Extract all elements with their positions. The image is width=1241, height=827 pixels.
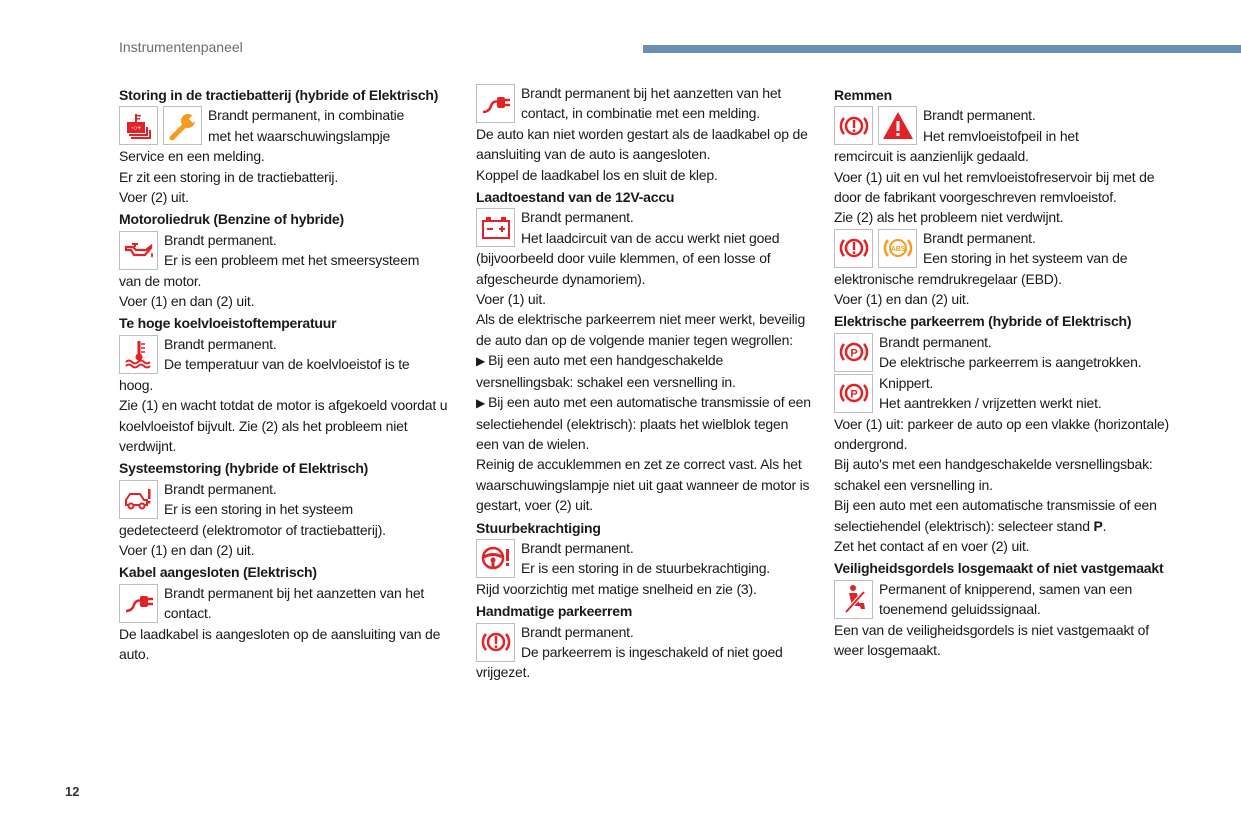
paragraph-text: hoog. [119,376,154,393]
warning-light-row [476,622,812,663]
wrench-icon [163,106,202,145]
paragraph [119,395,455,456]
description-line: Brandt permanent. [923,229,1036,246]
description-line: De elektrische parkeerrem is aangetrokken. [879,354,1142,371]
paragraph [476,165,812,185]
bold-text: P [1093,517,1103,534]
paragraph-text: Voer (2) uit. [119,189,189,206]
svg-text:ABS: ABS [890,246,905,254]
paragraph-text: Er zit een storing in de tractiebatterij. [119,168,339,185]
paragraph-text: Rijd voorzichtig met matige snelheid en zie (3). [476,580,757,597]
bullet-item [476,392,812,454]
description-line: Brandt permanent. [521,539,634,556]
description-line: Het aantrekken / vrijzetten werkt niet. [879,395,1102,412]
section-heading: Stuurbekrachtiging [476,519,601,536]
paragraph-text: Koppel de laadkabel los en sluit de klep. [476,166,718,183]
paragraph-text: De laadkabel is aangesloten op de aansluiting van de auto. [119,625,441,662]
paragraph [834,167,1174,208]
section-heading: Systeemstoring (hybride of Elektrisch) [119,460,369,477]
bullet-item [476,350,812,392]
paragraph [119,146,455,166]
section-heading: Handmatige parkeerrem [476,603,633,620]
warning-icons [476,623,515,662]
paragraph-text: gedetecteerd (elektromotor of tractiebatterij). [119,521,386,538]
paragraph [119,540,455,560]
paragraph-text: (bijvoorbeeld door vuile klemmen, of een losse of afgescheurde dynamoriem). [476,250,771,287]
coolant-temperature-icon [119,335,158,374]
paragraph-text: Bij auto's met een handgeschakelde versnellingsbak: schakel een versnelling in. [834,456,1153,493]
steering-wheel-fault-icon [476,539,515,578]
description-line: Er is een storing in het systeem [164,501,353,518]
warning-light-row [119,230,455,271]
warning-icons [834,374,873,413]
warning-icons [476,208,515,247]
paragraph-text: Als de elektrische parkeerrem niet meer werkt, beveilig de auto dan op de volgende manier tegen wegrollen: [476,311,806,348]
brake-warning-icon [834,229,873,268]
paragraph-text: vrijgezet. [476,664,531,681]
brake-warning-icon [476,623,515,662]
paragraph-text: Voer (1) en dan (2) uit. [834,291,970,308]
description-line: Knippert. [879,374,934,391]
description-line: De temperatuur van de koelvloeistof is te [164,356,410,373]
car-fault-icon [119,480,158,519]
paragraph [834,536,1174,556]
section-title: Instrumentenpaneel [119,39,243,55]
paragraph [834,269,1174,289]
warning-light-row [119,479,455,520]
paragraph-text: Zie (1) en wacht totdat de motor is afgekoeld voordat u koelvloeistof bijvult. Zie (2) als het probleem niet verdwijnt. [119,397,448,454]
warning-light-row [119,334,455,375]
paragraph [834,207,1174,227]
svg-text:-○+: -○+ [130,124,141,132]
paragraph-text: Bij een auto met een automatische transmissie of een selectiehendel (elektrisch): plaats het wielblok tegen een van de wielen. [476,394,811,452]
paragraph-text: elektronische remdrukregelaar (EBD). [834,270,1062,287]
description-line: Brandt permanent. [521,209,634,226]
section-heading: Laadtoestand van de 12V-accu [476,189,675,206]
paragraph-text: Zet het contact af en voer (2) uit. [834,537,1030,554]
paragraph [119,624,455,665]
description-line: Er is een probleem met het smeersysteem [164,252,420,269]
warning-icons [119,584,158,623]
description-line: Permanent of knipperend, samen van een [879,580,1133,597]
paragraph [119,291,455,311]
warning-icons [834,229,917,268]
paragraph [834,289,1174,309]
paragraph [476,124,812,165]
column-2 [476,83,812,683]
page-number: 12 [65,784,80,799]
abs-icon [878,229,917,268]
paragraph [476,662,812,682]
warning-icons [119,480,158,519]
section-heading: Remmen [834,87,892,103]
description-line: Brandt permanent. [521,623,634,640]
paragraph [834,495,1174,536]
paragraph-text: Voer (1) en dan (2) uit. [119,541,255,558]
description-line: Het remvloeistofpeil in het [923,127,1079,144]
warning-icons [119,335,158,374]
warning-icons [119,231,158,270]
section-heading: Storing in de tractiebatterij (hybride of Elektrisch) [119,87,439,103]
warning-triangle-icon [878,106,917,145]
paragraph [119,271,455,291]
parking-brake-icon [834,374,873,413]
paragraph [834,414,1174,455]
paragraph-text: . [1102,517,1107,534]
paragraph [476,289,812,309]
paragraph-text: Zie (2) als het probleem niet verdwijnt. [834,209,1064,226]
paragraph [476,248,812,289]
paragraph [119,187,455,207]
section-heading: Te hoge koelvloeistoftemperatuur [119,315,337,332]
warning-icons [476,539,515,578]
description-line: toenemend geluidssignaal. [879,601,1041,618]
paragraph-text: Bij een auto met een automatische transmissie of een selectiehendel (elektrisch): selecteer stand [834,497,1157,534]
warning-light-row [476,207,812,248]
warning-light-row [119,583,455,624]
section-heading: Kabel aangesloten (Elektrisch) [119,564,317,581]
paragraph [834,620,1174,661]
warning-icons [834,106,917,145]
charging-plug-icon [119,584,158,623]
paragraph [476,309,812,350]
svg-text:P: P [849,388,858,401]
brake-warning-icon [834,106,873,145]
column-1 [119,83,455,664]
description-line: Brandt permanent bij het aanzetten van het [164,584,425,601]
warning-light-row [834,579,1174,620]
warning-light-row [834,332,1174,373]
warning-light-row [834,228,1174,269]
paragraph-text: Voer (1) uit en vul het remvloeistofreservoir bij met de door de fabrikant voorgeschreven remvloeistof. [834,168,1155,206]
description-line: Brandt permanent. [164,231,277,248]
warning-light-row [834,105,1174,146]
svg-text:P: P [849,347,858,360]
warning-light-row [476,538,812,579]
description-line: contact, in combinatie met een melding. [521,105,760,122]
warning-light-row [476,83,812,124]
paragraph-text: Bij een auto met een handgeschakelde versnellingsbak: schakel een versnelling in. [476,352,736,390]
paragraph-text: van de motor. [119,272,202,289]
description-line: contact. [164,605,212,622]
paragraph-text: Voer (1) uit: parkeer de auto op een vlakke (horizontale) ondergrond. [834,415,1169,452]
description-line: Brandt permanent bij het aanzetten van het [521,85,782,101]
seatbelt-icon [834,580,873,619]
paragraph [476,454,812,515]
paragraph [476,579,812,599]
warning-icons [476,84,515,123]
warning-icons [834,333,873,372]
paragraph [119,375,455,395]
parking-brake-icon [834,333,873,372]
description-line: Brandt permanent, in combinatie [208,107,405,124]
description-line: Brandt permanent. [923,107,1036,124]
paragraph-text: Reinig de accuklemmen en zet ze correct vast. Als het waarschuwingslampje niet uit gaat wanneer de motor is gestart, voer (2) uit. [476,456,810,514]
paragraph [119,167,455,187]
paragraph [119,520,455,540]
description-line: Brandt permanent. [164,335,277,352]
header-bar [643,45,1241,53]
paragraph-text: Voer (1) en dan (2) uit. [119,293,255,310]
paragraph-text: Een van de veiligheidsgordels is niet vastgemaakt of weer losgemaakt. [834,621,1149,658]
paragraph-text: De auto kan niet worden gestart als de laadkabel op de aansluiting van de auto is aangesloten. [476,125,808,163]
description-line: Brandt permanent. [164,480,277,497]
paragraph [834,146,1174,166]
section-heading: Motoroliedruk (Benzine of hybride) [119,211,344,228]
warning-icons [119,106,202,145]
section-heading: Elektrische parkeerrem (hybride of Elektrisch) [834,313,1132,330]
column-3 [834,83,1174,660]
battery-fault-icon [119,106,158,145]
description-line: Brandt permanent. [879,333,992,350]
warning-light-row [834,373,1174,414]
paragraph-text: remcircuit is aanzienlijk gedaald. [834,148,1029,165]
description-line: Er is een storing in de stuurbekrachtiging. [521,560,770,577]
battery-12v-icon [476,208,515,247]
warning-light-row [119,105,455,146]
description-line: Een storing in het systeem van de [923,250,1128,267]
section-heading: Veiligheidsgordels losgemaakt of niet vastgemaakt [834,560,1164,577]
description-line: De parkeerrem is ingeschakeld of niet goed [521,643,783,660]
description-line: met het waarschuwingslampje [208,127,391,144]
paragraph-text: Service en een melding. [119,148,265,165]
charging-plug-icon [476,84,515,123]
paragraph-text: Voer (1) uit. [476,291,546,308]
warning-icons [834,580,873,619]
oil-can-icon [119,231,158,270]
description-line: Het laadcircuit van de accu werkt niet goed [521,229,780,246]
paragraph [834,454,1174,495]
